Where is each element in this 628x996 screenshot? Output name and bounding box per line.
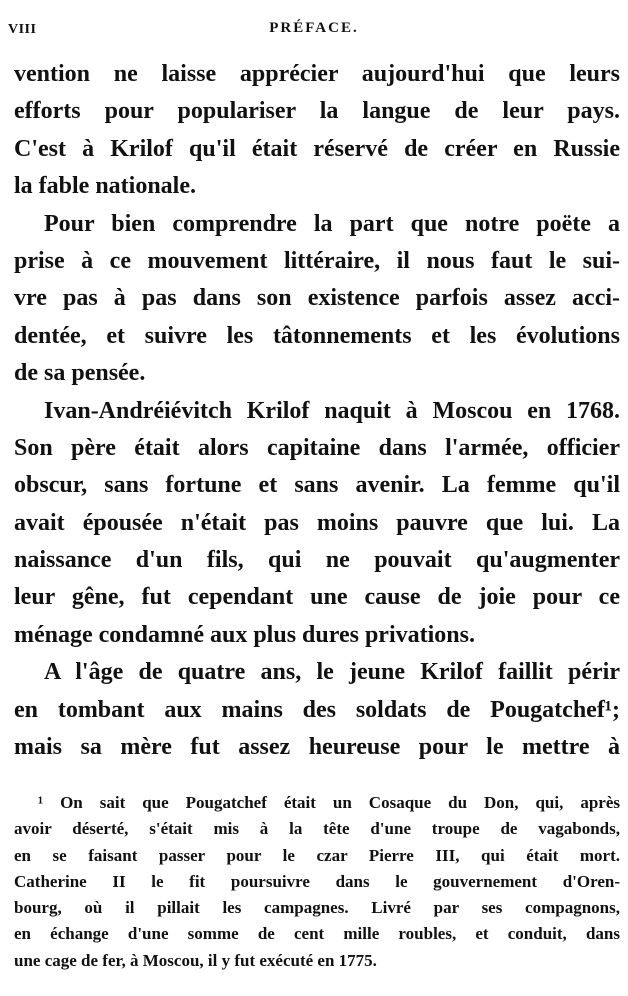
text-line: avait épousée n'était pas moins pauvre que lui. La <box>14 509 620 536</box>
footnote <box>14 790 620 974</box>
body-text <box>14 56 620 766</box>
page-header <box>0 14 628 44</box>
footnote-line: en échange d'une somme de cent mille roubles, et conduit, dans <box>14 924 620 944</box>
text-line: Son père était alors capitaine dans l'armée, officier <box>14 434 620 461</box>
footnote-line: ¹ On sait que Pougatchef était un Cosaque du Don, qui, après <box>38 793 620 812</box>
text-line: dentée, et suivre les tâtonnements et les évolutions <box>14 322 620 349</box>
footnote-line: bourg, où il pillait les campagnes. Livré par ses compagnons, <box>14 898 620 918</box>
text-line: vre pas à pas dans son existence parfois assez acci- <box>14 285 620 312</box>
footnote-line: une cage de fer, à Moscou, il y fut exécuté en 1775. <box>14 950 377 970</box>
running-title: PRÉFACE. <box>269 20 359 36</box>
footnote-line: Catherine II le fit poursuivre dans le gouvernement d'Oren- <box>14 871 620 891</box>
text-line: prise à ce mouvement littéraire, il nous faut le sui- <box>14 247 620 274</box>
text-line: ménage condamné aux plus dures privations. <box>14 621 475 648</box>
text-line: en tombant aux mains des soldats de Pougatchef¹; <box>14 696 620 723</box>
text-line: A l'âge de quatre ans, le jeune Krilof faillit périr <box>44 659 620 686</box>
page-number: VIII <box>8 22 37 37</box>
text-line: obscur, sans fortune et sans avenir. La femme qu'il <box>14 472 620 499</box>
text-line: C'est à Krilof qu'il était réservé de créer en Russie <box>14 135 620 162</box>
text-line: Pour bien comprendre la part que notre poëte a <box>44 210 620 237</box>
text-line: leur gêne, fut cependant une cause de joie pour ce <box>14 584 620 611</box>
text-line: de sa pensée. <box>14 360 146 387</box>
text-line: mais sa mère fut assez heureuse pour le mettre à <box>14 734 620 761</box>
footnote-line: en se faisant passer pour le czar Pierre III, qui était mort. <box>14 845 620 865</box>
text-line: Ivan-Andréiévitch Krilof naquit à Moscou en 1768. <box>44 397 620 424</box>
footnote-line: avoir déserté, s'était mis à la tête d'une troupe de vagabonds, <box>14 819 620 839</box>
text-line: la fable nationale. <box>14 173 197 200</box>
text-line: vention ne laisse apprécier aujourd'hui que leurs <box>14 61 620 87</box>
text-line: naissance d'un fils, qui ne pouvait qu'augmenter <box>14 547 620 574</box>
text-line: efforts pour populariser la langue de leur pays. <box>14 98 620 125</box>
